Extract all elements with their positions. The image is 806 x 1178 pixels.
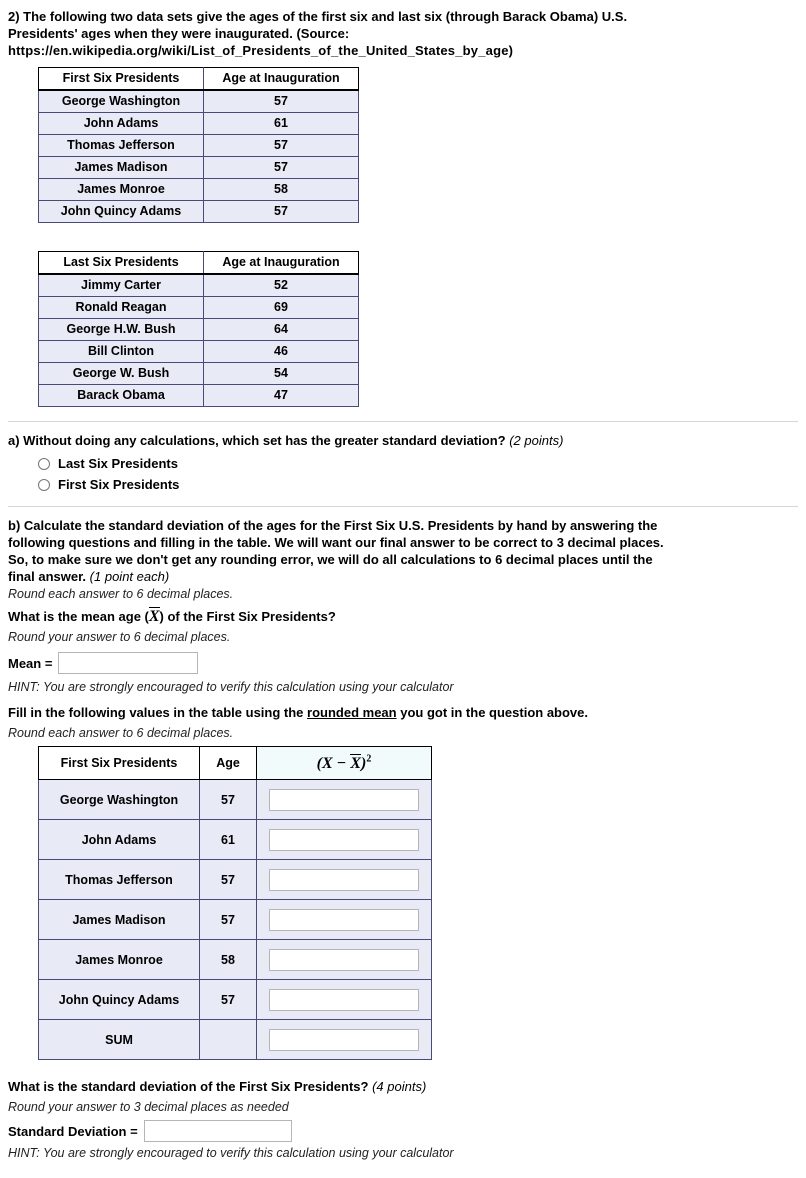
table-row	[39, 900, 432, 940]
section-divider	[8, 506, 798, 507]
deviation-input-row-2[interactable]	[269, 829, 419, 851]
column-header-name: First Six Presidents	[39, 68, 204, 91]
last-six-presidents-table	[38, 251, 359, 407]
cell-president-name: James Madison	[39, 157, 204, 179]
deviation-input-row-5[interactable]	[269, 949, 419, 971]
question-intro	[8, 8, 798, 59]
column-header-age: Age at Inauguration	[204, 252, 359, 275]
section-divider	[8, 421, 798, 422]
mean-question	[8, 607, 798, 626]
sd-question	[8, 1078, 798, 1096]
calc-cell-sum-label: SUM	[39, 1020, 200, 1060]
part-a-option-last-six[interactable]	[38, 456, 798, 471]
sd-answer-row	[8, 1120, 798, 1142]
part-b-line-1: b) Calculate the standard deviation of the ages for the First Six U.S. Presidents by hand by answering the	[8, 518, 658, 533]
deviation-input-row-6[interactable]	[269, 989, 419, 1011]
calc-cell-age: 57	[200, 900, 257, 940]
cell-age: 54	[204, 363, 359, 385]
part-a-points: (2 points)	[509, 433, 564, 448]
table-row	[39, 179, 359, 201]
cell-president-name: George Washington	[39, 90, 204, 113]
radio-last-six-presidents[interactable]	[38, 458, 50, 470]
deviation-input-sum[interactable]	[269, 1029, 419, 1051]
calc-cell-input-wrapper	[257, 780, 432, 820]
table-row	[39, 201, 359, 223]
cell-age: 64	[204, 319, 359, 341]
cell-president-name: Thomas Jefferson	[39, 135, 204, 157]
column-header-age: Age at Inauguration	[204, 68, 359, 91]
calc-cell-input-wrapper	[257, 940, 432, 980]
part-a-prompt	[8, 432, 798, 450]
calc-column-header-name: First Six Presidents	[39, 747, 200, 780]
cell-president-name: James Monroe	[39, 179, 204, 201]
standard-deviation-input[interactable]	[144, 1120, 292, 1142]
sd-round-note: Round your answer to 3 decimal places as needed	[8, 1100, 289, 1114]
label-first-six-presidents[interactable]: First Six Presidents	[58, 477, 180, 492]
part-b-line-4: final answer.	[8, 569, 87, 584]
table-row	[39, 860, 432, 900]
part-b-round-note: Round each answer to 6 decimal places.	[8, 587, 234, 601]
table-row	[39, 980, 432, 1020]
calc-cell-age: 57	[200, 780, 257, 820]
table-header-row	[39, 252, 359, 275]
cell-age: 69	[204, 297, 359, 319]
mean-symbol: X	[148, 608, 160, 625]
cell-president-name: John Adams	[39, 113, 204, 135]
table-row	[39, 157, 359, 179]
table-spacer	[8, 229, 798, 251]
calc-cell-input-wrapper	[257, 820, 432, 860]
table-row	[39, 385, 359, 407]
cell-president-name: George W. Bush	[39, 363, 204, 385]
source-url: https://en.wikipedia.org/wiki/List_of_Presidents_of_the_United_States_by_age)	[8, 43, 514, 58]
sd-hint: HINT: You are strongly encouraged to verify this calculation using your calculator	[8, 1146, 454, 1160]
table-row	[39, 363, 359, 385]
mean-question-pre: What is the mean age (	[8, 609, 149, 624]
calc-cell-president-name: James Madison	[39, 900, 200, 940]
mean-round-note: Round your answer to 6 decimal places.	[8, 630, 231, 644]
calc-cell-age: 61	[200, 820, 257, 860]
part-a-text: a) Without doing any calculations, which set has the greater standard deviation?	[8, 433, 506, 448]
table-row	[39, 940, 432, 980]
fill-round-note: Round each answer to 6 decimal places.	[8, 726, 234, 740]
deviation-input-row-1[interactable]	[269, 789, 419, 811]
label-last-six-presidents[interactable]: Last Six Presidents	[58, 456, 178, 471]
fill-instruction-underlined: rounded mean	[307, 705, 397, 720]
cell-age: 61	[204, 113, 359, 135]
first-six-presidents-table	[38, 67, 359, 223]
calc-cell-age: 57	[200, 860, 257, 900]
calc-column-header-formula	[257, 747, 432, 780]
column-header-name: Last Six Presidents	[39, 252, 204, 275]
mean-question-post: ) of the First Six Presidents?	[159, 609, 336, 624]
table-row	[39, 90, 359, 113]
calc-cell-age-empty	[200, 1020, 257, 1060]
part-b-line-3: So, to make sure we don't get any rounding error, we will do all calculations to 6 decimal places until the	[8, 552, 653, 567]
calc-table-header-row	[39, 747, 432, 780]
mean-answer-row	[8, 652, 798, 674]
table-row-sum	[39, 1020, 432, 1060]
mean-label: Mean =	[8, 655, 53, 671]
intro-line-1: 2) The following two data sets give the ages of the first six and last six (through Barack Obama) U.S.	[8, 9, 628, 24]
calc-cell-input-wrapper	[257, 1020, 432, 1060]
cell-age: 58	[204, 179, 359, 201]
table-header-row	[39, 68, 359, 91]
calc-cell-president-name: John Quincy Adams	[39, 980, 200, 1020]
calc-cell-president-name: James Monroe	[39, 940, 200, 980]
part-b-line-2: following questions and filling in the table. We will want our final answer to be correct to 3 decimal places.	[8, 535, 664, 550]
calc-cell-input-wrapper	[257, 900, 432, 940]
mean-input[interactable]	[58, 652, 198, 674]
table-row	[39, 780, 432, 820]
part-b-prompt	[8, 517, 798, 585]
table-row	[39, 341, 359, 363]
table-row	[39, 297, 359, 319]
mean-hint: HINT: You are strongly encouraged to verify this calculation using your calculator	[8, 680, 454, 694]
cell-president-name: Jimmy Carter	[39, 274, 204, 297]
sd-points: (4 points)	[372, 1079, 427, 1094]
deviation-input-row-4[interactable]	[269, 909, 419, 931]
radio-first-six-presidents[interactable]	[38, 479, 50, 491]
cell-age: 46	[204, 341, 359, 363]
fill-instruction-pre: Fill in the following values in the table using the	[8, 705, 308, 720]
cell-age: 57	[204, 135, 359, 157]
fill-instruction-post: you got in the question above.	[396, 705, 589, 720]
cell-president-name: Ronald Reagan	[39, 297, 204, 319]
sd-question-text: What is the standard deviation of the First Six Presidents?	[8, 1079, 369, 1094]
cell-president-name: John Quincy Adams	[39, 201, 204, 223]
cell-age: 57	[204, 90, 359, 113]
calc-cell-president-name: Thomas Jefferson	[39, 860, 200, 900]
cell-president-name: Barack Obama	[39, 385, 204, 407]
sd-label: Standard Deviation =	[8, 1123, 138, 1139]
cell-president-name: Bill Clinton	[39, 341, 204, 363]
table-row	[39, 274, 359, 297]
part-b-points: (1 point each)	[89, 569, 170, 584]
cell-age: 57	[204, 201, 359, 223]
calc-cell-age: 58	[200, 940, 257, 980]
fill-instruction	[8, 704, 798, 722]
calc-cell-age: 57	[200, 980, 257, 1020]
table-row	[39, 113, 359, 135]
table-row	[39, 135, 359, 157]
calc-cell-input-wrapper	[257, 860, 432, 900]
formula-deviation-squared: $(X - X)^2$	[316, 753, 372, 772]
part-a-option-first-six[interactable]	[38, 477, 798, 492]
cell-age: 52	[204, 274, 359, 297]
deviation-input-row-3[interactable]	[269, 869, 419, 891]
standard-deviation-calc-table	[38, 746, 432, 1060]
cell-president-name: George H.W. Bush	[39, 319, 204, 341]
cell-age: 57	[204, 157, 359, 179]
table-row	[39, 319, 359, 341]
calc-cell-input-wrapper	[257, 980, 432, 1020]
intro-line-2: Presidents' ages when they were inaugurated. (Source:	[8, 26, 350, 41]
calc-column-header-age: Age	[200, 747, 257, 780]
calc-cell-president-name: George Washington	[39, 780, 200, 820]
table-row	[39, 820, 432, 860]
calc-cell-president-name: John Adams	[39, 820, 200, 860]
cell-age: 47	[204, 385, 359, 407]
